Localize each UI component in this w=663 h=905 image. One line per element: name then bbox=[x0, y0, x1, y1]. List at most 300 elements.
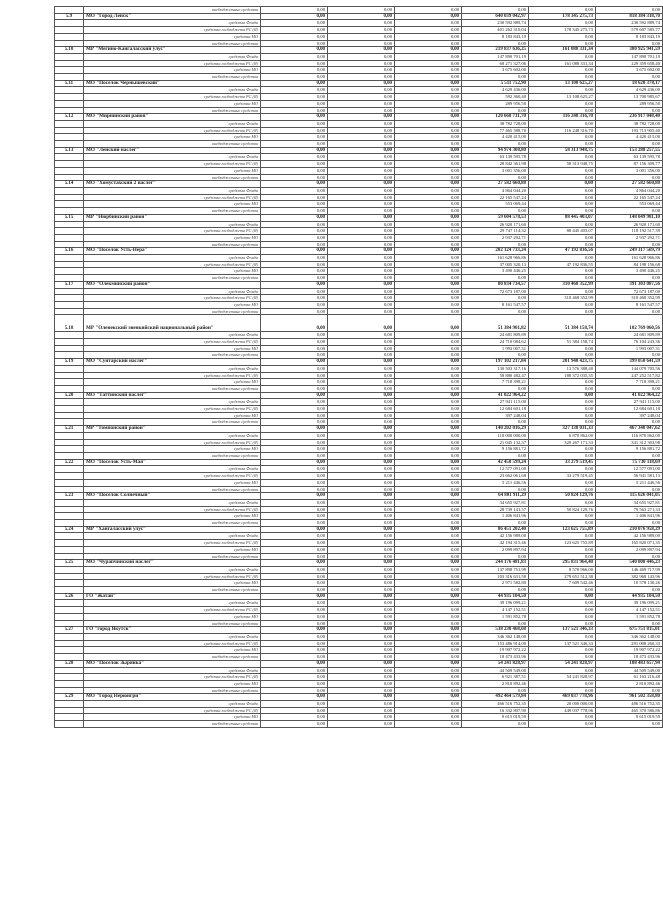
municipality-row bbox=[55, 214, 663, 221]
row-number bbox=[55, 60, 84, 67]
amount-cell: 3 001 356,00 bbox=[596, 167, 663, 174]
amount-cell: 0,00 bbox=[261, 141, 328, 148]
amount-cell: 0,00 bbox=[328, 533, 395, 540]
row-number bbox=[55, 134, 84, 141]
row-label: внебюджетные средства bbox=[84, 308, 261, 315]
amount-cell: 47 192 836,56 bbox=[529, 248, 596, 255]
row-label: средства госбюджета РС (Я) bbox=[84, 607, 261, 614]
amount-cell: 295 831 964,40 bbox=[529, 560, 596, 567]
row-number bbox=[55, 161, 84, 168]
amount-cell: 0,00 bbox=[596, 620, 663, 627]
amount-cell: 0,00 bbox=[261, 194, 328, 201]
row-label: средства Фонда bbox=[84, 154, 261, 161]
amount-cell: 0,00 bbox=[261, 540, 328, 547]
amount-cell: 0,00 bbox=[261, 13, 328, 20]
amount-cell: 61 163 216,48 bbox=[596, 674, 663, 681]
amount-cell: 50 824 129,76 bbox=[529, 493, 596, 500]
amount-cell: 0,00 bbox=[395, 74, 462, 81]
amount-cell: 0,00 bbox=[261, 221, 328, 228]
amount-cell: 0,00 bbox=[529, 546, 596, 553]
amount-cell: 22 165 547,24 bbox=[596, 194, 663, 201]
amount-cell: 449 037 778,96 bbox=[529, 707, 596, 714]
amount-cell: 0,00 bbox=[261, 87, 328, 94]
amount-cell: 0,00 bbox=[395, 707, 462, 714]
amount-cell: 0,00 bbox=[395, 288, 462, 295]
row-number bbox=[55, 667, 84, 674]
municipality-row bbox=[55, 281, 663, 288]
row-number: 5.13 bbox=[55, 147, 84, 154]
funding-source-row bbox=[55, 674, 663, 681]
row-label: внебюджетные средства bbox=[84, 107, 261, 114]
amount-cell: 0,00 bbox=[596, 553, 663, 560]
funding-source-row bbox=[55, 406, 663, 413]
amount-cell: 0,00 bbox=[529, 221, 596, 228]
amount-cell: 123 625 755,89 bbox=[529, 540, 596, 547]
row-label: средства Фонда bbox=[84, 288, 261, 295]
amount-cell: 0,00 bbox=[596, 107, 663, 114]
amount-cell: 0,00 bbox=[395, 680, 462, 687]
amount-cell: 0,00 bbox=[328, 181, 395, 188]
row-label: средства МО bbox=[84, 67, 261, 74]
amount-cell: 4 420 415,00 bbox=[596, 134, 663, 141]
amount-cell: 0,00 bbox=[529, 87, 596, 94]
amount-cell: 0,00 bbox=[328, 385, 395, 392]
row-number bbox=[55, 714, 84, 721]
amount-cell: 0,00 bbox=[261, 647, 328, 654]
amount-cell: 0,00 bbox=[529, 620, 596, 627]
amount-cell: 44 509 549,00 bbox=[462, 667, 529, 674]
row-label: МО "Поселок Усть-Мая" bbox=[84, 459, 261, 466]
municipality-row bbox=[55, 392, 663, 399]
amount-cell: 0,00 bbox=[462, 453, 529, 460]
amount-cell: 18 620 378,17 bbox=[596, 80, 663, 87]
amount-cell: 0,00 bbox=[596, 352, 663, 359]
amount-cell: 0,00 bbox=[261, 613, 328, 620]
row-label: внебюджетные средства bbox=[84, 453, 261, 460]
amount-cell: 0,00 bbox=[596, 208, 663, 215]
amount-cell: 0,00 bbox=[261, 248, 328, 255]
amount-cell: 137 898 751,99 bbox=[462, 566, 529, 573]
amount-cell: 0,00 bbox=[529, 53, 596, 60]
funding-source-row bbox=[55, 33, 663, 40]
funding-source-row bbox=[55, 141, 663, 148]
row-label: МО "Олекминский район" bbox=[84, 281, 261, 288]
row-label: средства Фонда bbox=[84, 221, 261, 228]
amount-cell: 0,00 bbox=[395, 134, 462, 141]
row-number bbox=[55, 53, 84, 60]
amount-cell: 116 248 316,70 bbox=[529, 127, 596, 134]
amount-cell: 0,00 bbox=[529, 667, 596, 674]
amount-cell: 0,00 bbox=[328, 680, 395, 687]
amount-cell: 0,00 bbox=[261, 167, 328, 174]
row-number bbox=[55, 120, 84, 127]
amount-cell: 0,00 bbox=[328, 275, 395, 282]
amount-cell: 103 316 631,58 bbox=[462, 573, 529, 580]
amount-cell: 0,00 bbox=[328, 654, 395, 661]
row-number bbox=[55, 345, 84, 352]
amount-cell: 3 675 602,00 bbox=[596, 67, 663, 74]
amount-cell: 0,00 bbox=[462, 520, 529, 527]
amount-cell: 0,00 bbox=[529, 268, 596, 275]
row-label: МР "Мегино-Кангаласский улус" bbox=[84, 47, 261, 54]
amount-cell: 38 782 728,00 bbox=[596, 120, 663, 127]
amount-cell: 0,00 bbox=[261, 339, 328, 346]
row-number bbox=[55, 546, 84, 553]
amount-cell: 0,00 bbox=[529, 241, 596, 248]
amount-cell: 80 834 734,57 bbox=[462, 281, 529, 288]
amount-cell: 0,00 bbox=[529, 419, 596, 426]
amount-cell: 140 202 016,29 bbox=[462, 426, 529, 433]
row-number bbox=[55, 473, 84, 480]
amount-cell: 4 629 436,00 bbox=[596, 87, 663, 94]
row-number bbox=[55, 221, 84, 228]
amount-cell: 0,00 bbox=[261, 100, 328, 107]
row-number bbox=[55, 301, 84, 308]
financing-table-body bbox=[55, 7, 663, 728]
amount-cell: 118 192 517,39 bbox=[596, 228, 663, 235]
amount-cell: 0,00 bbox=[395, 674, 462, 681]
municipality-row bbox=[55, 660, 663, 667]
row-label: средства Фонда bbox=[84, 399, 261, 406]
funding-source-row bbox=[55, 499, 663, 506]
amount-cell: 2 099 897,94 bbox=[596, 546, 663, 553]
amount-cell: 1 993 007,31 bbox=[462, 345, 529, 352]
amount-cell: 0,00 bbox=[328, 701, 395, 708]
amount-cell: 54 241 828,97 bbox=[462, 660, 529, 667]
row-label: внебюджетные средства bbox=[84, 587, 261, 594]
amount-cell: 0,00 bbox=[395, 154, 462, 161]
amount-cell: 51 384 901,82 bbox=[462, 315, 529, 332]
amount-cell: 161 088 331,34 bbox=[529, 60, 596, 67]
row-label: средства госбюджета РС (Я) bbox=[84, 674, 261, 681]
row-number bbox=[55, 674, 84, 681]
row-label: средства Фонда bbox=[84, 499, 261, 506]
amount-cell: 188 372 035,35 bbox=[529, 372, 596, 379]
row-label: средства госбюджета РС (Я) bbox=[84, 640, 261, 647]
amount-cell: 2 937 292,71 bbox=[462, 234, 529, 241]
amount-cell: 0,00 bbox=[596, 419, 663, 426]
amount-cell: 0,00 bbox=[328, 553, 395, 560]
amount-cell: 5 211 446,56 bbox=[596, 479, 663, 486]
amount-cell: 230 592 889,74 bbox=[462, 20, 529, 27]
amount-cell: 391 303 087,56 bbox=[596, 281, 663, 288]
amount-cell: 0,00 bbox=[328, 613, 395, 620]
amount-cell: 465 370 586,86 bbox=[596, 707, 663, 714]
amount-cell: 76 104 243,36 bbox=[596, 339, 663, 346]
amount-cell: 0,00 bbox=[462, 275, 529, 282]
amount-cell: 0,00 bbox=[261, 53, 328, 60]
amount-cell: 0,00 bbox=[395, 53, 462, 60]
amount-cell: 0,00 bbox=[395, 87, 462, 94]
row-label: средства МО bbox=[84, 234, 261, 241]
funding-source-row bbox=[55, 255, 663, 262]
amount-cell: 0,00 bbox=[328, 419, 395, 426]
amount-cell: 147 890 701,19 bbox=[596, 53, 663, 60]
amount-cell: 0,00 bbox=[328, 187, 395, 194]
amount-cell: 0,00 bbox=[328, 372, 395, 379]
amount-cell: 0,00 bbox=[328, 67, 395, 74]
row-number: 5.11 bbox=[55, 80, 84, 87]
row-label: средства госбюджета РС (Я) bbox=[84, 161, 261, 168]
amount-cell: 0,00 bbox=[395, 546, 462, 553]
amount-cell: 399 050 641,59 bbox=[596, 359, 663, 366]
amount-cell: 0,00 bbox=[328, 687, 395, 694]
amount-cell: 0,00 bbox=[328, 221, 395, 228]
amount-cell: 29 747 114,32 bbox=[462, 228, 529, 235]
row-label: средства госбюджета РС (Я) bbox=[84, 27, 261, 34]
amount-cell: 0,00 bbox=[261, 365, 328, 372]
amount-cell: 42 156 989,00 bbox=[462, 533, 529, 540]
row-label: средства МО bbox=[84, 134, 261, 141]
amount-cell: 0,00 bbox=[529, 379, 596, 386]
funding-source-row bbox=[55, 221, 663, 228]
amount-cell: 0,00 bbox=[261, 385, 328, 392]
row-label: средства госбюджета РС (Я) bbox=[84, 60, 261, 67]
row-number: 5.28 bbox=[55, 660, 84, 667]
amount-cell: 0,00 bbox=[328, 660, 395, 667]
amount-cell: 0,00 bbox=[328, 600, 395, 607]
amount-cell: 0,00 bbox=[328, 526, 395, 533]
amount-cell: 9 156 881,72 bbox=[596, 446, 663, 453]
amount-cell: 0,00 bbox=[395, 281, 462, 288]
amount-cell: 0,00 bbox=[395, 506, 462, 513]
funding-source-row bbox=[55, 295, 663, 302]
amount-cell: 0,00 bbox=[261, 301, 328, 308]
amount-cell: 8 570 966,00 bbox=[529, 566, 596, 573]
row-number: 5.19 bbox=[55, 359, 84, 366]
amount-cell: 0,00 bbox=[328, 674, 395, 681]
amount-cell: 0,00 bbox=[261, 526, 328, 533]
row-label: внебюджетные средства bbox=[84, 520, 261, 527]
amount-cell: 0,00 bbox=[328, 486, 395, 493]
amount-cell: 0,00 bbox=[529, 513, 596, 520]
amount-cell: 23 662 061,68 bbox=[462, 473, 529, 480]
amount-cell: 592 360,40 bbox=[462, 94, 529, 101]
row-number: 5.14 bbox=[55, 181, 84, 188]
amount-cell: 0,00 bbox=[261, 255, 328, 262]
amount-cell: 0,00 bbox=[462, 308, 529, 315]
amount-cell: 0,00 bbox=[261, 473, 328, 480]
amount-cell: 0,00 bbox=[328, 379, 395, 386]
row-number bbox=[55, 486, 84, 493]
row-label: МО "Поселок Чернышевский" bbox=[84, 80, 261, 87]
amount-cell: 41 022 964,22 bbox=[596, 392, 663, 399]
amount-cell: 44 509 549,00 bbox=[596, 667, 663, 674]
amount-cell: 0,00 bbox=[395, 540, 462, 547]
amount-cell: 0,00 bbox=[395, 365, 462, 372]
amount-cell: 0,00 bbox=[328, 446, 395, 453]
amount-cell: 0,00 bbox=[328, 147, 395, 154]
amount-cell: 3 001 356,00 bbox=[462, 167, 529, 174]
row-number bbox=[55, 308, 84, 315]
amount-cell: 320 267 171,33 bbox=[529, 439, 596, 446]
amount-cell: 0,00 bbox=[395, 187, 462, 194]
municipality-row bbox=[55, 47, 663, 54]
amount-cell: 0,00 bbox=[328, 248, 395, 255]
amount-cell: 130 503 317,16 bbox=[462, 365, 529, 372]
amount-cell: 0,00 bbox=[261, 33, 328, 40]
row-number bbox=[55, 67, 84, 74]
amount-cell: 0,00 bbox=[462, 385, 529, 392]
funding-source-row bbox=[55, 301, 663, 308]
row-label: средства МО bbox=[84, 412, 261, 419]
row-number bbox=[55, 412, 84, 419]
amount-cell: 1 591 852,78 bbox=[462, 613, 529, 620]
amount-cell: 0,00 bbox=[395, 27, 462, 34]
amount-cell: 0,00 bbox=[596, 141, 663, 148]
amount-cell: 0,00 bbox=[395, 234, 462, 241]
row-number bbox=[55, 707, 84, 714]
amount-cell: 13 700 985,67 bbox=[596, 94, 663, 101]
amount-cell: 0,00 bbox=[261, 714, 328, 721]
amount-cell: 0,00 bbox=[395, 127, 462, 134]
amount-cell: 0,00 bbox=[395, 439, 462, 446]
amount-cell: 165 820 071,35 bbox=[596, 540, 663, 547]
row-label: средства Фонда bbox=[84, 633, 261, 640]
amount-cell: 0,00 bbox=[261, 506, 328, 513]
amount-cell: 0,00 bbox=[261, 27, 328, 34]
row-label: МО "Хомустахский 2 наслег" bbox=[84, 181, 261, 188]
amount-cell: 0,00 bbox=[529, 120, 596, 127]
amount-cell: 327 138 031,33 bbox=[529, 426, 596, 433]
amount-cell: 0,00 bbox=[261, 687, 328, 694]
amount-cell: 0,00 bbox=[395, 392, 462, 399]
row-number: 5.25 bbox=[55, 560, 84, 567]
funding-source-row bbox=[55, 288, 663, 295]
row-number bbox=[55, 587, 84, 594]
amount-cell: 0,00 bbox=[395, 67, 462, 74]
amount-cell: 0,00 bbox=[328, 573, 395, 580]
amount-cell: 19 907 972,22 bbox=[462, 647, 529, 654]
amount-cell: 0,00 bbox=[328, 288, 395, 295]
funding-source-row bbox=[55, 587, 663, 594]
amount-cell: 0,00 bbox=[395, 141, 462, 148]
funding-source-row bbox=[55, 332, 663, 339]
amount-cell: 0,00 bbox=[261, 607, 328, 614]
row-label: средства МО bbox=[84, 613, 261, 620]
amount-cell: 8 161 547,57 bbox=[596, 301, 663, 308]
amount-cell: 0,00 bbox=[395, 261, 462, 268]
amount-cell: 44 935 104,50 bbox=[462, 593, 529, 600]
amount-cell: 0,00 bbox=[395, 47, 462, 54]
amount-cell: 0,00 bbox=[328, 499, 395, 506]
amount-cell: 0,00 bbox=[261, 47, 328, 54]
amount-cell: 0,00 bbox=[395, 620, 462, 627]
funding-source-row bbox=[55, 506, 663, 513]
amount-cell: 0,00 bbox=[395, 701, 462, 708]
row-label: средства Фонда bbox=[84, 20, 261, 27]
funding-source-row bbox=[55, 194, 663, 201]
row-label: средства МО bbox=[84, 513, 261, 520]
amount-cell: 0,00 bbox=[261, 446, 328, 453]
row-label: средства госбюджета РС (Я) bbox=[84, 127, 261, 134]
amount-cell: 0,00 bbox=[261, 680, 328, 687]
amount-cell: 0,00 bbox=[462, 352, 529, 359]
amount-cell: 0,00 bbox=[261, 667, 328, 674]
amount-cell: 341 312 303,98 bbox=[596, 439, 663, 446]
amount-cell: 13 108 625,27 bbox=[529, 80, 596, 87]
amount-cell: 0,00 bbox=[261, 352, 328, 359]
amount-cell: 0,00 bbox=[529, 593, 596, 600]
amount-cell: 102 769 060,56 bbox=[596, 315, 663, 332]
row-number bbox=[55, 379, 84, 386]
funding-source-row bbox=[55, 308, 663, 315]
row-number bbox=[55, 399, 84, 406]
amount-cell: 51 384 158,74 bbox=[529, 315, 596, 332]
amount-cell: 86 451 202,40 bbox=[462, 526, 529, 533]
amount-cell: 153 486 914,00 bbox=[462, 640, 529, 647]
amount-cell: 310 468 352,99 bbox=[596, 295, 663, 302]
row-label: средства МО bbox=[84, 167, 261, 174]
row-number bbox=[55, 20, 84, 27]
amount-cell: 0,00 bbox=[395, 479, 462, 486]
amount-cell: 19 907 972,22 bbox=[596, 647, 663, 654]
amount-cell: 64 801 911,29 bbox=[462, 493, 529, 500]
row-label: внебюджетные средства bbox=[84, 385, 261, 392]
amount-cell: 0,00 bbox=[395, 520, 462, 527]
amount-cell: 961 502 358,80 bbox=[596, 694, 663, 701]
amount-cell: 0,00 bbox=[596, 308, 663, 315]
amount-cell: 0,00 bbox=[328, 647, 395, 654]
amount-cell: 54 241 828,97 bbox=[529, 660, 596, 667]
amount-cell: 9 615 019,59 bbox=[596, 714, 663, 721]
amount-cell: 0,00 bbox=[328, 459, 395, 466]
amount-cell: 0,00 bbox=[328, 412, 395, 419]
funding-source-row bbox=[55, 27, 663, 34]
amount-cell: 397 248,04 bbox=[596, 412, 663, 419]
amount-cell: 0,00 bbox=[261, 308, 328, 315]
row-number: 5.16 bbox=[55, 248, 84, 255]
amount-cell: 0,00 bbox=[395, 419, 462, 426]
amount-cell: 0,00 bbox=[261, 479, 328, 486]
amount-cell: 58 313 948,75 bbox=[529, 161, 596, 168]
amount-cell: 110 000 000,00 bbox=[462, 432, 529, 439]
amount-cell: 0,00 bbox=[261, 560, 328, 567]
funding-source-row bbox=[55, 466, 663, 473]
municipality-row bbox=[55, 80, 663, 87]
funding-source-row bbox=[55, 721, 663, 728]
row-label: МО "Мирнинский район" bbox=[84, 114, 261, 121]
amount-cell: 0,00 bbox=[529, 412, 596, 419]
amount-cell: 0,00 bbox=[328, 453, 395, 460]
funding-source-row bbox=[55, 479, 663, 486]
row-number bbox=[55, 680, 84, 687]
amount-cell: 39 196 099,21 bbox=[596, 600, 663, 607]
amount-cell: 0,00 bbox=[462, 241, 529, 248]
amount-cell: 0,00 bbox=[328, 33, 395, 40]
amount-cell: 0,00 bbox=[395, 687, 462, 694]
amount-cell: 0,00 bbox=[529, 201, 596, 208]
amount-cell: 0,00 bbox=[529, 134, 596, 141]
amount-cell: 22 165 547,24 bbox=[462, 194, 529, 201]
amount-cell: 0,00 bbox=[328, 268, 395, 275]
amount-cell: 0,00 bbox=[529, 687, 596, 694]
amount-cell: 0,00 bbox=[395, 660, 462, 667]
amount-cell: 0,00 bbox=[395, 228, 462, 235]
amount-cell: 27 582 660,88 bbox=[462, 181, 529, 188]
funding-source-row bbox=[55, 345, 663, 352]
row-label: внебюджетные средства bbox=[84, 553, 261, 560]
amount-cell: 0,00 bbox=[261, 261, 328, 268]
amount-cell: 3 490 446,25 bbox=[462, 268, 529, 275]
amount-cell: 0,00 bbox=[328, 365, 395, 372]
amount-cell: 540 008 446,23 bbox=[596, 560, 663, 567]
row-label: средства Фонда bbox=[84, 533, 261, 540]
amount-cell: 0,00 bbox=[395, 308, 462, 315]
amount-cell: 34 655 927,81 bbox=[596, 499, 663, 506]
amount-cell: 0,00 bbox=[395, 332, 462, 339]
row-label: средства госбюджета РС (Я) bbox=[84, 540, 261, 547]
